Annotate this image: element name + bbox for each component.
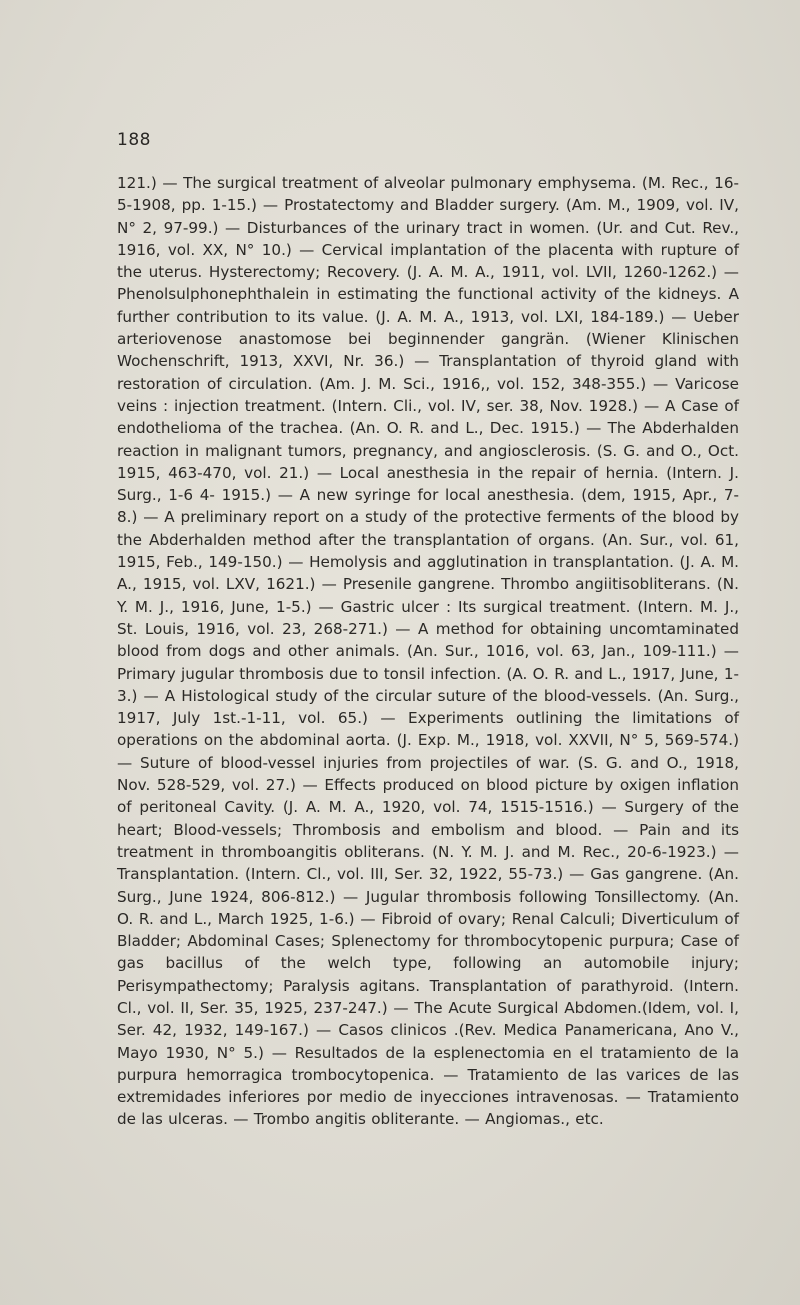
page-number: 188 — [117, 130, 151, 150]
bibliography-text — [117, 172, 739, 1131]
bibliography-paragraph: 121.) — The surgical treatment of alveolar pulmonary emphysema. (M. Rec., 16-5-1908, pp. 1-15.) — Prostatectomy and Bladder surgery. (Am. M., 1909, vol. IV, N° 2, 97-99.) — Disturbances of the urinary tract in women. (Ur. and Cut. Rev., 1916, vol. XX, N° 10.) — Cervical implantation of the placenta with rupture of the uterus. Hysterectomy; Recovery. (J. A. M. A., 1911, vol. LVII, 1260-1262.) — Phenolsulphonephthalein in estimating the functional activity of the kidneys. A further contribution to its value. (J. A. M. A., 1913, vol. LXI, 184-189.) — Ueber arteriovenose anastomose bei beginnender gangrän. (Wiener Klinischen Wochenschrift, 1913, XXVI, Nr. 36.) — Transplantation of thyroid gland with restoration of circulation. (Am. J. M. Sci., 1916,, vol. 152, 348-355.) — Varicose veins : injection treatment. (Intern. Cli., vol. IV, ser. 38, Nov. 1928.) — A Case of endothelioma of the trachea. (An. O. R. and L., Dec. 1915.) — The Abderhalden reaction in malignant tumors, pregnancy, and angiosclerosis. (S. G. and O., Oct. 1915, 463-470, vol. 21.) — Local anesthesia in the repair of hernia. (Intern. J. Surg., 1-6 4- 1915.) — A new syringe for local anesthesia. (dem, 1915, Apr., 7-8.) — A preliminary report on a study of the protective ferments of the blood by the Abderhalden method after the transplantation of organs. (An. Sur., vol. 61, 1915, Feb., 149-150.) — Hemolysis and agglutination in transplantation. (J. A. M. A., 1915, vol. LXV, 1621.) — Presenile gangrene. Thrombo angiitisobliterans. (N. Y. M. J., 1916, June, 1-5.) — Gastric ulcer : Its surgical treatment. (Intern. M. J., St. Louis, 1916, vol. 23, 268-271.) — A method for obtaining uncomtaminated blood from dogs and other animals. (An. Sur., 1016, vol. 63, Jan., 109-111.) — Primary jugular thrombosis due to tonsil infection. (A. O. R. and L., 1917, June, 1-3.) — A Histological study of the circular suture of the blood-vessels. (An. Surg., 1917, July 1st.-1-11, vol. 65.) — Experiments outlining the limitations of operations on the abdominal aorta. (J. Exp. M., 1918, vol. XXVII, N° 5, 569-574.) — Suture of blood-vessel injuries from projectiles of war. (S. G. and O., 1918, Nov. 528-529, vol. 27.) — Effects produced on blood picture by oxigen inflation of peritoneal Cavity. (J. A. M. A., 1920, vol. 74, 1515-1516.) — Surgery of the heart; Blood-vessels; Thrombosis and embolism and blood. — Pain and its treatment in thromboangitis obliterans. (N. Y. M. J. and M. Rec., 20-6-1923.) — Transplantation. (Intern. Cl., vol. III, Ser. 32, 1922, 55-73.) — Gas gangrene. (An. Surg., June 1924, 806-812.) — Jugular thrombosis following Tonsillectomy. (An. O. R. and L., March 1925, 1-6.) — Fibroid of ovary; Renal Calculi; Diverticulum of Bladder; Abdominal Cases; Splenectomy for thrombocytopenic purpura; Case of gas bacillus of the welch type, following an automobile injury; Perisympathectomy; Paralysis agitans. Transplantation of parathyroid. (Intern. Cl., vol. II, Ser. 35, 1925, 237-247.) — The Acute Surgical Abdomen.(Idem, vol. I, Ser. 42, 1932, 149-167.) — Casos clinicos .(Rev. Medica Panamericana, Ano V., Mayo 1930, N° 5.) — Resultados de la esplenectomia en el tratamiento de la purpura hemorragica trombocytopenica. — Tratamiento de las varices de las extremidades inferiores por medio de inyecciones intravenosas. — Tratamiento de las ulceras. — Trombo angitis obliterante. — Angiomas., etc. — [117, 174, 739, 1129]
